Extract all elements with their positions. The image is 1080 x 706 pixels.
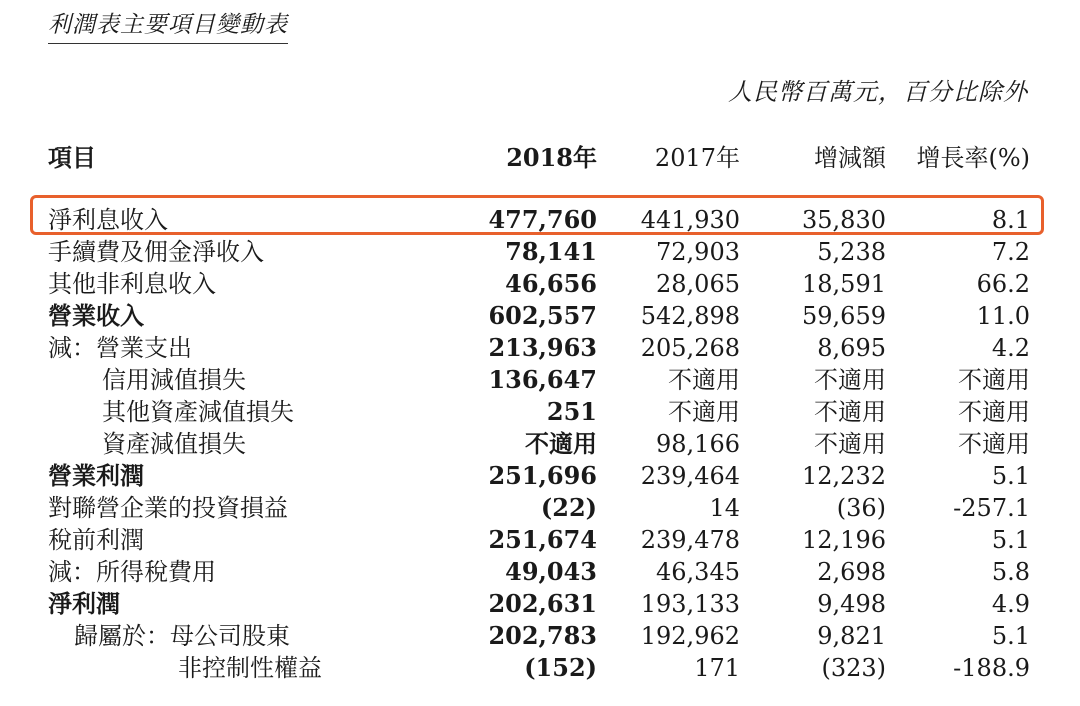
value-change: 不適用 xyxy=(814,430,886,458)
row-label: 減：所得稅費用 xyxy=(48,558,216,586)
row-label: 減：營業支出 xyxy=(48,334,192,362)
value-change: 2,698 xyxy=(817,558,886,586)
value-2018: 136,647 xyxy=(488,365,597,394)
value-change: 18,591 xyxy=(802,270,886,298)
table-row xyxy=(48,332,1030,364)
header-2017: 2017年 xyxy=(654,144,740,172)
value-2017: 不適用 xyxy=(668,366,740,394)
table-row xyxy=(48,396,1030,428)
table-row xyxy=(48,236,1030,268)
value-change: 9,821 xyxy=(817,622,886,650)
value-growth: 4.9 xyxy=(991,590,1030,618)
value-change: 12,232 xyxy=(802,462,886,490)
row-label: 淨利息收入 xyxy=(48,206,168,234)
value-2017: 239,464 xyxy=(640,462,740,490)
row-label: 其他資產減值損失 xyxy=(102,398,294,426)
table-row xyxy=(48,364,1030,396)
value-change: (323) xyxy=(821,654,886,682)
value-2018: 602,557 xyxy=(488,301,597,330)
value-2018: (152) xyxy=(524,653,597,682)
value-2018: 251 xyxy=(546,397,597,426)
value-2017: 不適用 xyxy=(668,398,740,426)
row-label: 營業利潤 xyxy=(48,461,144,490)
value-growth: -257.1 xyxy=(953,494,1030,522)
value-change: 59,659 xyxy=(802,302,886,330)
value-change: 不適用 xyxy=(814,366,886,394)
value-growth: 4.2 xyxy=(991,334,1030,362)
value-2018: 78,141 xyxy=(505,237,597,266)
value-2017: 72,903 xyxy=(656,238,740,266)
row-label: 非控制性權益 xyxy=(178,654,322,682)
unit-note: 人民幣百萬元，百分比除外 xyxy=(728,78,1028,106)
row-label: 其他非利息收入 xyxy=(48,270,216,298)
value-2018: 49,043 xyxy=(505,557,597,586)
table-row xyxy=(48,492,1030,524)
value-2018: 46,656 xyxy=(505,269,597,298)
row-label: 淨利潤 xyxy=(48,589,120,618)
table-title: 利潤表主要項目變動表 xyxy=(48,10,288,44)
value-2018: 251,696 xyxy=(488,461,597,490)
value-growth: 66.2 xyxy=(976,270,1030,298)
table-row xyxy=(48,556,1030,588)
value-2017: 14 xyxy=(709,494,740,522)
header-item: 項目 xyxy=(48,143,96,172)
table-header xyxy=(48,140,1030,176)
table-row xyxy=(48,428,1030,460)
value-growth: 8.1 xyxy=(991,206,1030,234)
value-2017: 46,345 xyxy=(656,558,740,586)
row-label: 歸屬於：母公司股東 xyxy=(74,622,290,650)
value-2017: 441,930 xyxy=(640,206,740,234)
row-label: 營業收入 xyxy=(48,301,144,330)
value-2018: 202,783 xyxy=(488,621,597,650)
value-2017: 205,268 xyxy=(640,334,740,362)
table-row xyxy=(48,300,1030,332)
value-2018: (22) xyxy=(540,493,597,522)
value-change: 8,695 xyxy=(817,334,886,362)
value-change: 5,238 xyxy=(817,238,886,266)
header-2018: 2018年 xyxy=(506,143,597,172)
value-growth: 5.1 xyxy=(991,622,1030,650)
value-2018: 202,631 xyxy=(488,589,597,618)
table-row xyxy=(48,460,1030,492)
row-label: 資產減值損失 xyxy=(102,430,246,458)
value-2017: 193,133 xyxy=(640,590,740,618)
row-label: 手續費及佣金淨收入 xyxy=(48,238,264,266)
value-change: 9,498 xyxy=(817,590,886,618)
value-growth: 11.0 xyxy=(976,302,1030,330)
value-2018: 251,674 xyxy=(488,525,597,554)
value-change: 12,196 xyxy=(802,526,886,554)
table-row xyxy=(48,620,1030,652)
value-change: 不適用 xyxy=(814,398,886,426)
header-change: 增減額 xyxy=(814,144,886,172)
value-growth: 5.1 xyxy=(991,462,1030,490)
value-growth: 5.8 xyxy=(991,558,1030,586)
table-row xyxy=(48,524,1030,556)
value-2018: 477,760 xyxy=(488,205,597,234)
table-row xyxy=(48,652,1030,684)
value-growth: 不適用 xyxy=(958,398,1030,426)
row-label: 稅前利潤 xyxy=(48,526,144,554)
value-2018: 213,963 xyxy=(488,333,597,362)
value-growth: -188.9 xyxy=(953,654,1030,682)
value-growth: 5.1 xyxy=(991,526,1030,554)
value-change: 35,830 xyxy=(802,206,886,234)
row-label: 信用減值損失 xyxy=(102,366,246,394)
value-growth: 不適用 xyxy=(958,366,1030,394)
value-2017: 542,898 xyxy=(640,302,740,330)
table-row xyxy=(48,588,1030,620)
value-2017: 192,962 xyxy=(640,622,740,650)
table-row xyxy=(48,268,1030,300)
value-2017: 28,065 xyxy=(656,270,740,298)
value-2017: 171 xyxy=(694,654,740,682)
row-label: 對聯營企業的投資損益 xyxy=(48,494,288,522)
table-body xyxy=(48,204,1030,684)
value-2017: 98,166 xyxy=(656,430,740,458)
value-2017: 239,478 xyxy=(640,526,740,554)
value-2018: 不適用 xyxy=(525,429,597,458)
value-change: (36) xyxy=(836,494,886,522)
value-growth: 不適用 xyxy=(958,430,1030,458)
value-growth: 7.2 xyxy=(991,238,1030,266)
header-growth: 增長率(%) xyxy=(916,144,1030,172)
table-row xyxy=(48,204,1030,236)
